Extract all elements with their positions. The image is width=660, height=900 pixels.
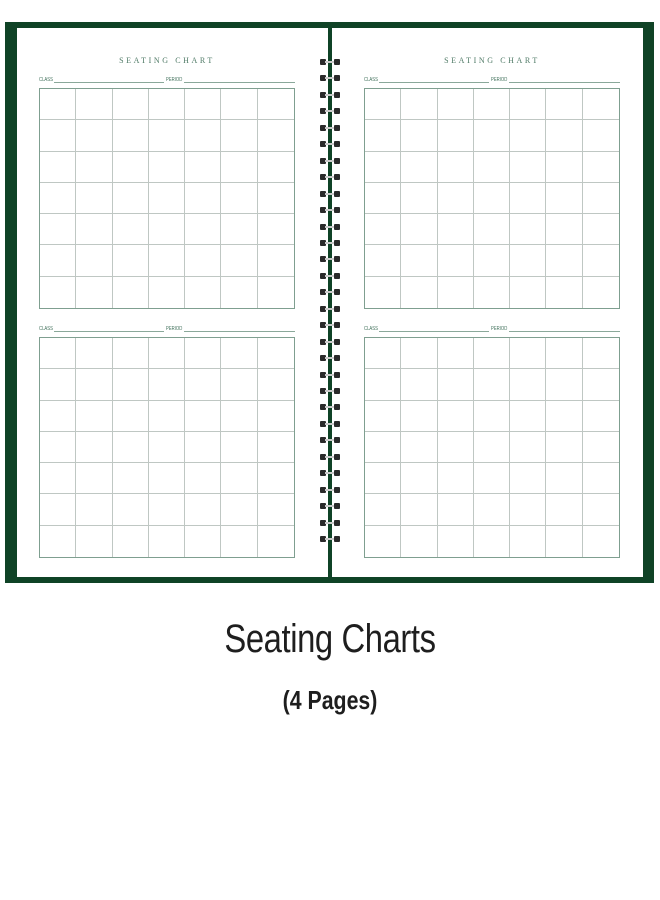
seat-cell [510,245,546,276]
seat-cell [401,401,437,432]
seat-cell [185,277,221,308]
seat-cell [76,214,112,245]
seat-cell [258,463,294,494]
spiral-ring-icon [320,454,340,460]
seat-cell [221,152,257,183]
class-label: CLASS [364,77,378,83]
seat-cell [76,120,112,151]
seat-cell [401,277,437,308]
seat-cell [76,463,112,494]
seating-grid-left-bottom [39,337,295,558]
spiral-ring-icon [320,289,340,295]
class-line [54,82,164,83]
seat-cell [365,432,401,463]
seat-cell [40,432,76,463]
seat-cell [185,401,221,432]
seat-cell [149,401,185,432]
seat-cell [365,214,401,245]
spiral-ring-icon [320,207,340,213]
seat-cell [76,245,112,276]
seat-cell [221,463,257,494]
seat-cell [76,277,112,308]
seat-cell [113,214,149,245]
seat-cell [546,463,582,494]
seat-cell [149,89,185,120]
class-label: CLASS [39,326,53,332]
spiral-ring-icon [320,306,340,312]
seat-cell [40,120,76,151]
seat-cell [221,369,257,400]
spiral-ring-icon [320,256,340,262]
spiral-ring-icon [320,503,340,509]
period-label: PERIOD [491,326,508,332]
seat-cell [185,463,221,494]
seat-cell [438,214,474,245]
seat-cell [401,338,437,369]
seat-cell [401,526,437,557]
right-page-header: SEATING CHART [444,56,540,65]
seat-cell [113,245,149,276]
seating-grid-right-top [364,88,620,309]
seat-cell [546,494,582,525]
seat-cell [149,494,185,525]
period-line [509,82,620,83]
seat-cell [438,401,474,432]
seat-cell [221,338,257,369]
seat-cell [583,369,619,400]
seat-cell [185,494,221,525]
seat-cell [510,369,546,400]
seat-cell [113,401,149,432]
seat-cell [474,369,510,400]
seat-cell [546,152,582,183]
spiral-ring-icon [320,59,340,65]
seat-cell [258,494,294,525]
seat-cell [365,152,401,183]
seat-cell [365,338,401,369]
seat-cell [365,277,401,308]
seat-cell [583,463,619,494]
seat-cell [583,245,619,276]
seat-cell [221,183,257,214]
seat-cell [438,245,474,276]
spiral-ring-icon [320,355,340,361]
seat-cell [474,401,510,432]
seat-cell [149,463,185,494]
seat-cell [438,183,474,214]
seat-cell [365,245,401,276]
spiral-ring-icon [320,470,340,476]
left-page-header: SEATING CHART [119,56,215,65]
seat-cell [221,526,257,557]
seat-cell [510,526,546,557]
seat-cell [510,89,546,120]
seat-cell [474,120,510,151]
seat-cell [438,463,474,494]
seat-cell [474,494,510,525]
seat-cell [76,152,112,183]
spiral-ring-icon [320,404,340,410]
seat-cell [258,369,294,400]
seat-cell [546,526,582,557]
seat-cell [113,152,149,183]
seat-cell [474,245,510,276]
seat-cell [258,89,294,120]
period-label: PERIOD [166,326,183,332]
seat-cell [149,152,185,183]
seat-cell [40,214,76,245]
seat-cell [258,277,294,308]
seat-cell [474,89,510,120]
spiral-ring-icon [320,322,340,328]
class-line [379,82,489,83]
seat-cell [40,526,76,557]
seat-cell [365,494,401,525]
seat-cell [40,245,76,276]
seat-cell [76,432,112,463]
seat-cell [185,245,221,276]
seat-cell [365,369,401,400]
seat-cell [149,369,185,400]
seat-cell [510,214,546,245]
seat-cell [583,214,619,245]
seat-cell [401,120,437,151]
spiral-ring-icon [320,421,340,427]
seat-cell [365,401,401,432]
spiral-ring-icon [320,141,340,147]
seat-cell [401,494,437,525]
period-line [509,331,620,332]
seat-cell [76,338,112,369]
seat-cell [546,338,582,369]
seat-cell [113,494,149,525]
seat-cell [438,494,474,525]
seat-cell [583,152,619,183]
seat-cell [546,120,582,151]
seat-cell [510,277,546,308]
seat-cell [113,277,149,308]
seat-cell [40,369,76,400]
seat-cell [438,369,474,400]
spiral-ring-icon [320,437,340,443]
seat-cell [221,401,257,432]
period-label: PERIOD [166,77,183,83]
seat-cell [583,183,619,214]
seat-cell [546,89,582,120]
left-top-fields [39,77,295,85]
seat-cell [185,338,221,369]
seat-cell [40,277,76,308]
seat-cell [76,369,112,400]
seat-cell [113,526,149,557]
seat-cell [583,401,619,432]
seat-cell [474,152,510,183]
spiral-ring-icon [320,487,340,493]
seat-cell [149,245,185,276]
spiral-ring-icon [320,108,340,114]
seat-cell [149,183,185,214]
seat-cell [438,338,474,369]
seat-cell [474,183,510,214]
spiral-ring-icon [320,240,340,246]
seat-cell [510,183,546,214]
caption-subtitle: (4 Pages) [282,685,378,715]
seat-cell [401,432,437,463]
seat-cell [258,183,294,214]
seat-cell [438,432,474,463]
seat-cell [583,120,619,151]
seat-cell [401,463,437,494]
seating-grid-right-bottom [364,337,620,558]
seat-cell [401,152,437,183]
spiral-ring-icon [320,339,340,345]
class-label: CLASS [364,326,378,332]
seat-cell [474,277,510,308]
spiral-ring-icon [320,536,340,542]
seat-cell [149,526,185,557]
seat-cell [40,338,76,369]
seat-cell [474,338,510,369]
seat-cell [76,526,112,557]
seat-cell [510,120,546,151]
seat-cell [438,89,474,120]
seat-cell [185,432,221,463]
spiral-ring-icon [320,273,340,279]
seat-cell [546,401,582,432]
seat-cell [221,89,257,120]
seat-cell [258,152,294,183]
seat-cell [510,463,546,494]
seat-cell [221,432,257,463]
seat-cell [185,369,221,400]
seat-cell [546,432,582,463]
seat-cell [510,152,546,183]
period-label: PERIOD [491,77,508,83]
spiral-ring-icon [320,388,340,394]
seat-cell [76,401,112,432]
seat-cell [221,277,257,308]
seat-cell [149,214,185,245]
seat-cell [149,432,185,463]
seat-cell [546,369,582,400]
seat-cell [40,463,76,494]
seat-cell [185,152,221,183]
seat-cell [40,401,76,432]
seat-cell [258,432,294,463]
seat-cell [546,277,582,308]
seat-cell [401,214,437,245]
seat-cell [185,214,221,245]
seat-cell [221,245,257,276]
seat-cell [113,183,149,214]
seat-cell [221,214,257,245]
seat-cell [40,183,76,214]
seat-cell [149,277,185,308]
seat-cell [365,526,401,557]
seat-cell [258,526,294,557]
period-line [184,331,295,332]
seat-cell [40,152,76,183]
seat-cell [474,214,510,245]
class-label: CLASS [39,77,53,83]
seat-cell [221,494,257,525]
right-top-fields [364,77,620,85]
seat-cell [149,120,185,151]
spiral-ring-icon [320,158,340,164]
seat-cell [401,183,437,214]
seat-cell [258,245,294,276]
seat-cell [113,120,149,151]
seat-cell [113,463,149,494]
seat-cell [185,120,221,151]
seat-cell [76,494,112,525]
seat-cell [365,463,401,494]
seat-cell [401,245,437,276]
seat-cell [185,526,221,557]
left-bottom-fields [39,326,295,334]
spiral-ring-icon [320,191,340,197]
seat-cell [546,183,582,214]
seat-cell [401,369,437,400]
seat-cell [185,183,221,214]
seat-cell [583,526,619,557]
seat-cell [76,89,112,120]
seat-cell [583,494,619,525]
spiral-ring-icon [320,224,340,230]
seat-cell [401,89,437,120]
seat-cell [583,277,619,308]
seat-cell [258,401,294,432]
seat-cell [546,214,582,245]
caption-title: Seating Charts [224,617,436,661]
period-line [184,82,295,83]
class-line [54,331,164,332]
seat-cell [510,432,546,463]
seat-cell [221,120,257,151]
seat-cell [474,526,510,557]
spiral-ring-icon [320,125,340,131]
seat-cell [113,89,149,120]
seat-cell [583,338,619,369]
spiral-ring-icon [320,92,340,98]
right-bottom-fields [364,326,620,334]
seat-cell [113,338,149,369]
seat-cell [510,338,546,369]
spiral-ring-icon [320,520,340,526]
seat-cell [40,89,76,120]
spiral-ring-icon [320,372,340,378]
seat-cell [546,245,582,276]
seat-cell [583,432,619,463]
seat-cell [40,494,76,525]
seat-cell [113,432,149,463]
seat-cell [365,89,401,120]
seat-cell [258,120,294,151]
seat-cell [365,120,401,151]
seat-cell [113,369,149,400]
seat-cell [185,89,221,120]
seat-cell [438,152,474,183]
spiral-ring-icon [320,174,340,180]
seat-cell [365,183,401,214]
seat-cell [583,89,619,120]
seat-cell [438,526,474,557]
seat-cell [474,463,510,494]
seat-cell [258,214,294,245]
seating-grid-left-top [39,88,295,309]
seat-cell [438,120,474,151]
notebook-spine [328,22,332,583]
seat-cell [149,338,185,369]
seat-cell [474,432,510,463]
seat-cell [510,494,546,525]
seat-cell [76,183,112,214]
class-line [379,331,489,332]
seat-cell [258,338,294,369]
seat-cell [510,401,546,432]
seat-cell [438,277,474,308]
spiral-ring-icon [320,75,340,81]
